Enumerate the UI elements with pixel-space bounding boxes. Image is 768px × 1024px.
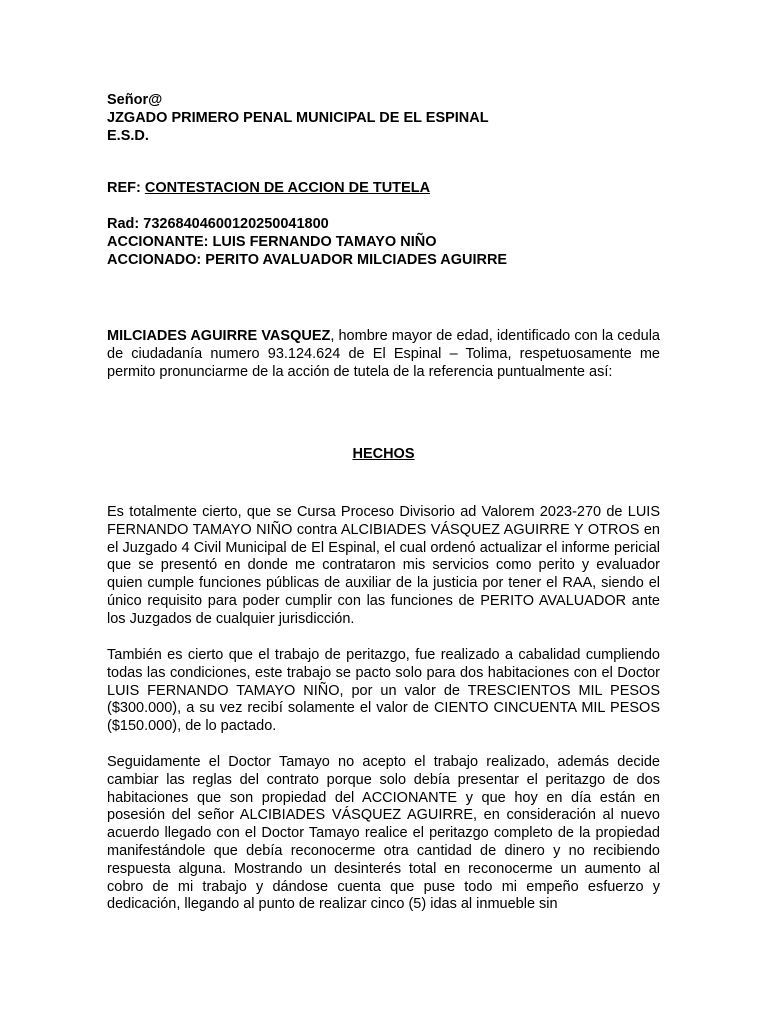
intro-name: MILCIADES AGUIRRE VASQUEZ [107, 328, 331, 344]
case-details [107, 216, 660, 269]
reference-subject: CONTESTACION DE ACCION DE TUTELA [144, 180, 431, 196]
paragraph: Seguidamente el Doctor Tamayo no acepto el trabajo realizado, además decide cambiar las reglas del contrato porque solo debía presentar el peritazgo de dos habitaciones que son propiedad del ACCIONANTE y que hoy en día están en posesión del señor ALCIBIADES VÁSQUEZ AGUIRRE, en consideración al nuevo acuerdo llegado con el Doctor Tamayo realice el peritazgo completo de la propiedad manifestándole que debía reconocerme otra cantidad de dinero y no recibiendo respuesta alguna. Mostrando un desinterés total en reconocerme un aumento al cobro de mi trabajo y dándose cuenta que puse todo mi empeño esfuerzo y dedicación, llegando al punto de realizar cinco (5) idas al inmueble sin [107, 754, 660, 913]
reference-line [107, 180, 660, 198]
case-accionante: ACCIONANTE: LUIS FERNANDO TAMAYO NIÑO [107, 233, 437, 250]
case-accionado: ACCIONADO: PERITO AVALUADOR MILCIADES AGUIRRE [107, 251, 508, 268]
court-name: JZGADO PRIMERO PENAL MUNICIPAL DE EL ESPINAL [107, 109, 489, 126]
intro-paragraph [107, 328, 660, 381]
intro-text: , hombre mayor de edad, identificado con la cedula de ciudadanía numero 93.124.624 de El Espinal – Tolima, respetuosamente me permito pronunciarme de la acción de tutela de la referencia puntualmente así: [107, 328, 660, 380]
esd-line: E.S.D. [107, 127, 149, 144]
addressee-block [107, 92, 660, 145]
paragraph: Es totalmente cierto, que se Cursa Proceso Divisorio ad Valorem 2023-270 de LUIS FERNANDO TAMAYO NIÑO contra ALCIBIADES VÁSQUEZ AGUIRRE Y OTROS en el Juzgado 4 Civil Municipal de El Espinal, el cual ordenó actualizar el informe pericial que se presentó en donde me contrataron mis servicios como perito y evaluador quien cumple funciones públicas de auxiliar de la justicia por tener el RAA, siendo el único requisito para poder cumplir con las funciones de PERITO AVALUADOR ante los Juzgados de cualquier jurisdicción. [107, 504, 660, 627]
greeting: Señor@ [107, 92, 163, 108]
case-rad: Rad: 73268404600120250041800 [107, 216, 329, 232]
reference-label: REF: [107, 180, 141, 196]
section-title: HECHOS [352, 446, 415, 462]
paragraph: También es cierto que el trabajo de peritazgo, fue realizado a cabalidad cumpliendo todas las condiciones, este trabajo se pacto solo para dos habitaciones con el Doctor LUIS FERNANDO TAMAYO NIÑO, por un valor de TRESCIENTOS MIL PESOS ($300.000), a su vez recibí solamente el valor de CIENTO CINCUENTA MIL PESOS ($150.000), de lo pactado. [107, 647, 660, 735]
